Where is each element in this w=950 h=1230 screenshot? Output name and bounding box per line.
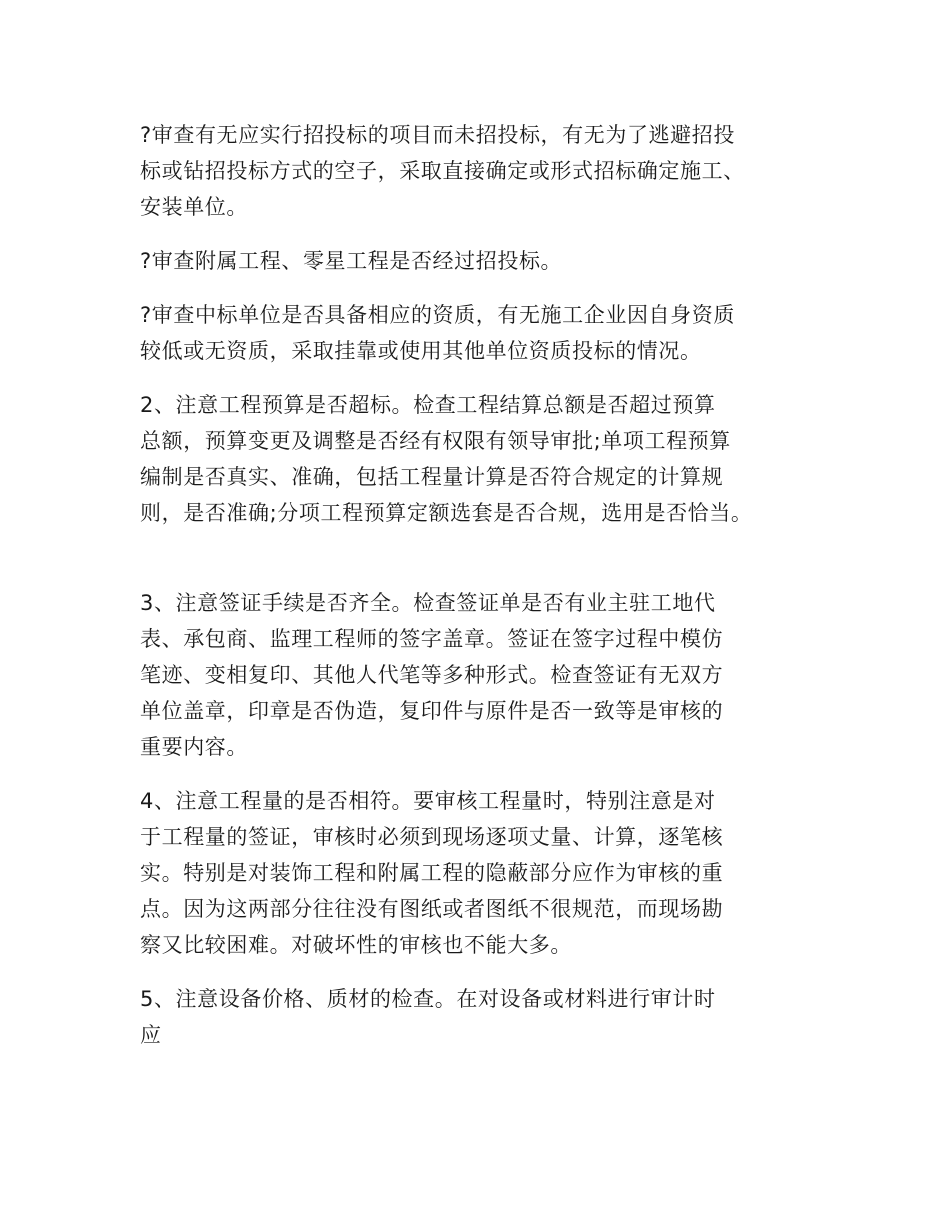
text-line: 标或钻招投标方式的空子，采取直接确定或形式招标确定施工、: [140, 159, 745, 183]
text-line: 于工程量的签证，审核时必须到现场逐项丈量、计算，逐笔核: [140, 825, 724, 849]
text-line: 总额，预算变更及调整是否经有权限有领导审批;单项工程预算: [140, 429, 731, 453]
text-line: ?审查有无应实行招投标的项目而未招投标，有无为了逃避招投: [140, 123, 735, 147]
text-line: 应: [140, 1023, 162, 1047]
text-line: 实。特别是对装饰工程和附属工程的隐蔽部分应作为审核的重: [140, 861, 724, 885]
text-line: ?审查中标单位是否具备相应的资质，有无施工企业因自身资质: [140, 303, 735, 327]
text-line: ?审查附属工程、零星工程是否经过招投标。: [140, 249, 563, 273]
paragraph-quantities: [140, 783, 820, 963]
paragraph-bid-review: [140, 117, 820, 225]
text-line: 较低或无资质，采取挂靠或使用其他单位资质投标的情况。: [140, 339, 702, 363]
text-line: 3、注意签证手续是否齐全。检查签证单是否有业主驻工地代: [140, 591, 716, 615]
paragraph-auxiliary-works: [140, 243, 820, 279]
text-line: 察又比较困难。对破坏性的审核也不能大多。: [140, 933, 572, 957]
text-line: 重要内容。: [140, 735, 248, 759]
text-line: 单位盖章，印章是否伪造，复印件与原件是否一致等是审核的: [140, 699, 724, 723]
text-line: 安装单位。: [140, 195, 248, 219]
text-line: 2、注意工程预算是否超标。检查工程结算总额是否超过预算: [140, 393, 716, 417]
text-line: 点。因为这两部分往往没有图纸或者图纸不很规范，而现场勘: [140, 897, 724, 921]
text-line: 5、注意设备价格、质材的检查。在对设备或材料进行审计时: [140, 987, 716, 1011]
text-line: 4、注意工程量的是否相符。要审核工程量时，特别注意是对: [140, 789, 716, 813]
paragraph-equipment-prices: [140, 981, 820, 1053]
text-line: 笔迹、变相复印、其他人代笔等多种形式。检查签证有无双方: [140, 663, 724, 687]
text-line: 编制是否真实、准确，包括工程量计算是否符合规定的计算规: [140, 465, 724, 489]
paragraph-budget: [140, 387, 820, 531]
paragraph-qualification: [140, 297, 820, 369]
text-line: 则，是否准确;分项工程预算定额选套是否合规，选用是否恰当。: [140, 501, 753, 525]
paragraph-visa-procedures: [140, 585, 820, 765]
text-line: 表、承包商、监理工程师的签字盖章。签证在签字过程中模仿: [140, 627, 724, 651]
document-body: [140, 117, 820, 1071]
